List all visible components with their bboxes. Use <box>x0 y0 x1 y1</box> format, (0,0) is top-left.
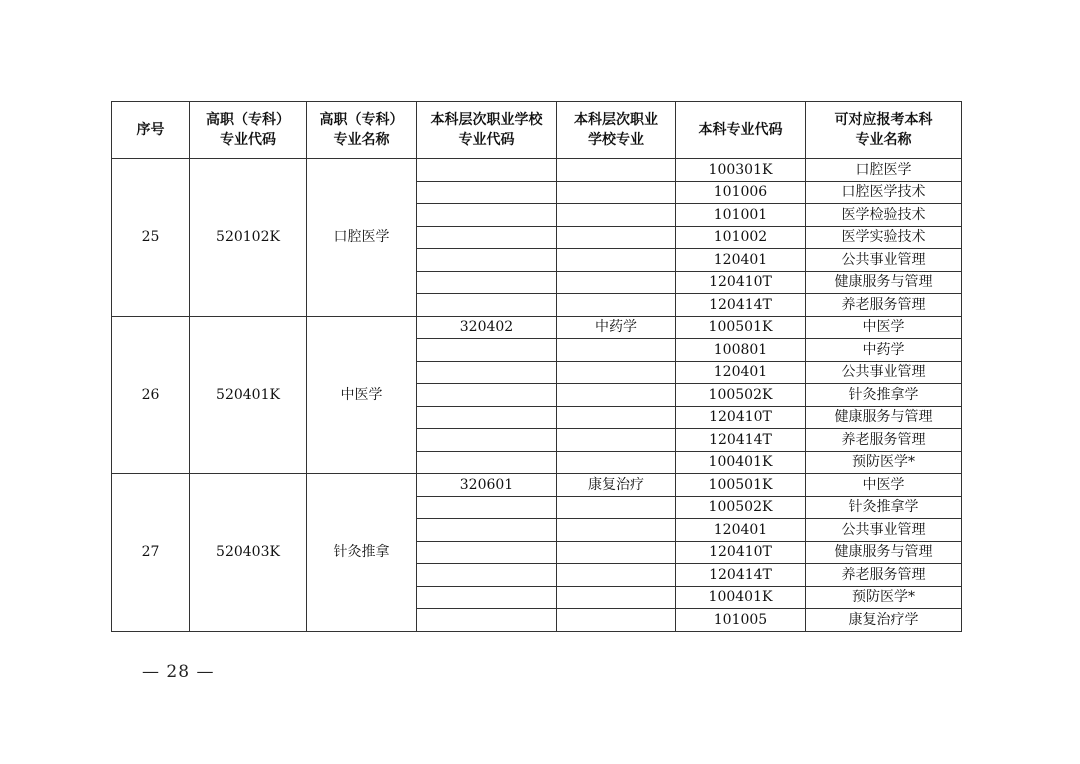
bachelor-school-code-cell <box>417 406 557 429</box>
bachelor-school-major-cell <box>557 451 676 474</box>
bachelor-school-major-cell <box>557 496 676 519</box>
bachelor-code-cell: 101002 <box>676 226 806 249</box>
bachelor-code-cell: 120401 <box>676 249 806 272</box>
bachelor-school-major-cell <box>557 339 676 362</box>
bachelor-school-code-cell <box>417 249 557 272</box>
bachelor-school-major-cell <box>557 564 676 587</box>
bachelor-major-cell: 养老服务管理 <box>806 564 962 587</box>
column-header-vocational-name <box>307 102 417 159</box>
major-mapping-table <box>111 101 962 632</box>
column-header-seq <box>112 102 190 159</box>
column-header-text: 高职（专科） <box>319 112 404 128</box>
bachelor-school-major-cell <box>557 384 676 407</box>
table-row <box>112 474 962 497</box>
column-header-text: 高职（专科） <box>206 112 290 128</box>
bachelor-school-code-cell <box>417 384 557 407</box>
bachelor-school-major-cell <box>557 204 676 227</box>
bachelor-school-code-cell <box>417 339 557 362</box>
bachelor-school-code-cell <box>417 451 557 474</box>
bachelor-code-cell: 120414T <box>676 564 806 587</box>
bachelor-major-cell: 中医学 <box>806 474 962 497</box>
column-header-text: 专业代码 <box>220 132 276 148</box>
column-header-text: 序号 <box>136 122 165 138</box>
bachelor-major-cell: 公共事业管理 <box>806 519 962 542</box>
column-header-bachelor-code <box>676 102 806 159</box>
bachelor-school-code-cell <box>417 519 557 542</box>
column-header-text: 专业代码 <box>458 132 515 148</box>
vocational-name-cell: 针灸推拿 <box>307 474 417 632</box>
bachelor-school-major-cell <box>557 519 676 542</box>
seq-cell: 27 <box>112 474 190 632</box>
bachelor-major-cell: 口腔医学 <box>806 159 962 182</box>
bachelor-school-major-cell: 中药学 <box>557 316 676 339</box>
vocational-code-cell: 520403K <box>190 474 307 632</box>
bachelor-school-major-cell <box>557 609 676 632</box>
table-row <box>112 159 962 182</box>
bachelor-major-cell: 中医学 <box>806 316 962 339</box>
bachelor-major-cell: 养老服务管理 <box>806 429 962 452</box>
bachelor-code-cell: 100301K <box>676 159 806 182</box>
bachelor-school-code-cell <box>417 271 557 294</box>
table-row <box>112 316 962 339</box>
bachelor-school-code-cell: 320601 <box>417 474 557 497</box>
bachelor-code-cell: 100401K <box>676 451 806 474</box>
column-header-text: 专业名称 <box>855 132 912 148</box>
bachelor-code-cell: 120401 <box>676 519 806 542</box>
bachelor-major-cell: 口腔医学技术 <box>806 181 962 204</box>
bachelor-school-code-cell <box>417 496 557 519</box>
bachelor-school-major-cell <box>557 159 676 182</box>
table-body <box>112 159 962 632</box>
bachelor-major-cell: 医学实验技术 <box>806 226 962 249</box>
bachelor-major-cell: 针灸推拿学 <box>806 384 962 407</box>
bachelor-school-code-cell <box>417 226 557 249</box>
bachelor-school-major-cell <box>557 361 676 384</box>
bachelor-major-cell: 公共事业管理 <box>806 249 962 272</box>
bachelor-code-cell: 120410T <box>676 406 806 429</box>
bachelor-major-cell: 医学检验技术 <box>806 204 962 227</box>
vocational-name-cell: 口腔医学 <box>307 159 417 317</box>
vocational-code-cell: 520401K <box>190 316 307 474</box>
bachelor-major-cell: 养老服务管理 <box>806 294 962 317</box>
bachelor-school-major-cell <box>557 586 676 609</box>
vocational-name-cell: 中医学 <box>307 316 417 474</box>
bachelor-school-code-cell <box>417 159 557 182</box>
column-header-text: 本科层次职业 <box>574 112 658 128</box>
bachelor-code-cell: 120414T <box>676 294 806 317</box>
column-header-text: 专业名称 <box>333 132 390 148</box>
bachelor-school-major-cell <box>557 294 676 317</box>
bachelor-major-cell: 公共事业管理 <box>806 361 962 384</box>
bachelor-code-cell: 101001 <box>676 204 806 227</box>
bachelor-school-code-cell <box>417 429 557 452</box>
column-header-text: 学校专业 <box>588 132 644 148</box>
bachelor-code-cell: 101005 <box>676 609 806 632</box>
bachelor-school-code-cell <box>417 586 557 609</box>
vocational-code-cell: 520102K <box>190 159 307 317</box>
bachelor-major-cell: 健康服务与管理 <box>806 406 962 429</box>
column-header-bachelor-school-code <box>417 102 557 159</box>
bachelor-code-cell: 100801 <box>676 339 806 362</box>
bachelor-code-cell: 120410T <box>676 541 806 564</box>
bachelor-school-code-cell <box>417 294 557 317</box>
column-header-text: 本科专业代码 <box>698 122 783 138</box>
bachelor-major-cell: 预防医学* <box>806 586 962 609</box>
bachelor-school-major-cell <box>557 226 676 249</box>
bachelor-school-code-cell <box>417 204 557 227</box>
bachelor-major-cell: 康复治疗学 <box>806 609 962 632</box>
column-header-vocational-code <box>190 102 307 159</box>
bachelor-school-code-cell <box>417 609 557 632</box>
bachelor-school-code-cell: 320402 <box>417 316 557 339</box>
bachelor-school-major-cell <box>557 541 676 564</box>
bachelor-school-major-cell <box>557 271 676 294</box>
seq-cell: 26 <box>112 316 190 474</box>
bachelor-major-cell: 健康服务与管理 <box>806 271 962 294</box>
table-header-row <box>112 102 962 159</box>
bachelor-school-major-cell <box>557 181 676 204</box>
bachelor-school-code-cell <box>417 181 557 204</box>
bachelor-code-cell: 100401K <box>676 586 806 609</box>
bachelor-school-code-cell <box>417 541 557 564</box>
bachelor-major-cell: 针灸推拿学 <box>806 496 962 519</box>
bachelor-code-cell: 101006 <box>676 181 806 204</box>
bachelor-code-cell: 100502K <box>676 496 806 519</box>
bachelor-code-cell: 120410T <box>676 271 806 294</box>
bachelor-school-code-cell <box>417 564 557 587</box>
bachelor-code-cell: 120414T <box>676 429 806 452</box>
bachelor-school-code-cell <box>417 361 557 384</box>
bachelor-code-cell: 100501K <box>676 474 806 497</box>
column-header-text: 可对应报考本科 <box>834 112 933 128</box>
page-number: — 28 — <box>142 662 215 682</box>
bachelor-major-cell: 预防医学* <box>806 451 962 474</box>
bachelor-major-cell: 中药学 <box>806 339 962 362</box>
bachelor-code-cell: 100502K <box>676 384 806 407</box>
bachelor-code-cell: 120401 <box>676 361 806 384</box>
column-header-bachelor-major <box>806 102 962 159</box>
bachelor-school-major-cell: 康复治疗 <box>557 474 676 497</box>
bachelor-school-major-cell <box>557 406 676 429</box>
bachelor-code-cell: 100501K <box>676 316 806 339</box>
bachelor-school-major-cell <box>557 249 676 272</box>
column-header-bachelor-school-major <box>557 102 676 159</box>
bachelor-school-major-cell <box>557 429 676 452</box>
seq-cell: 25 <box>112 159 190 317</box>
bachelor-major-cell: 健康服务与管理 <box>806 541 962 564</box>
column-header-text: 本科层次职业学校 <box>430 112 543 128</box>
